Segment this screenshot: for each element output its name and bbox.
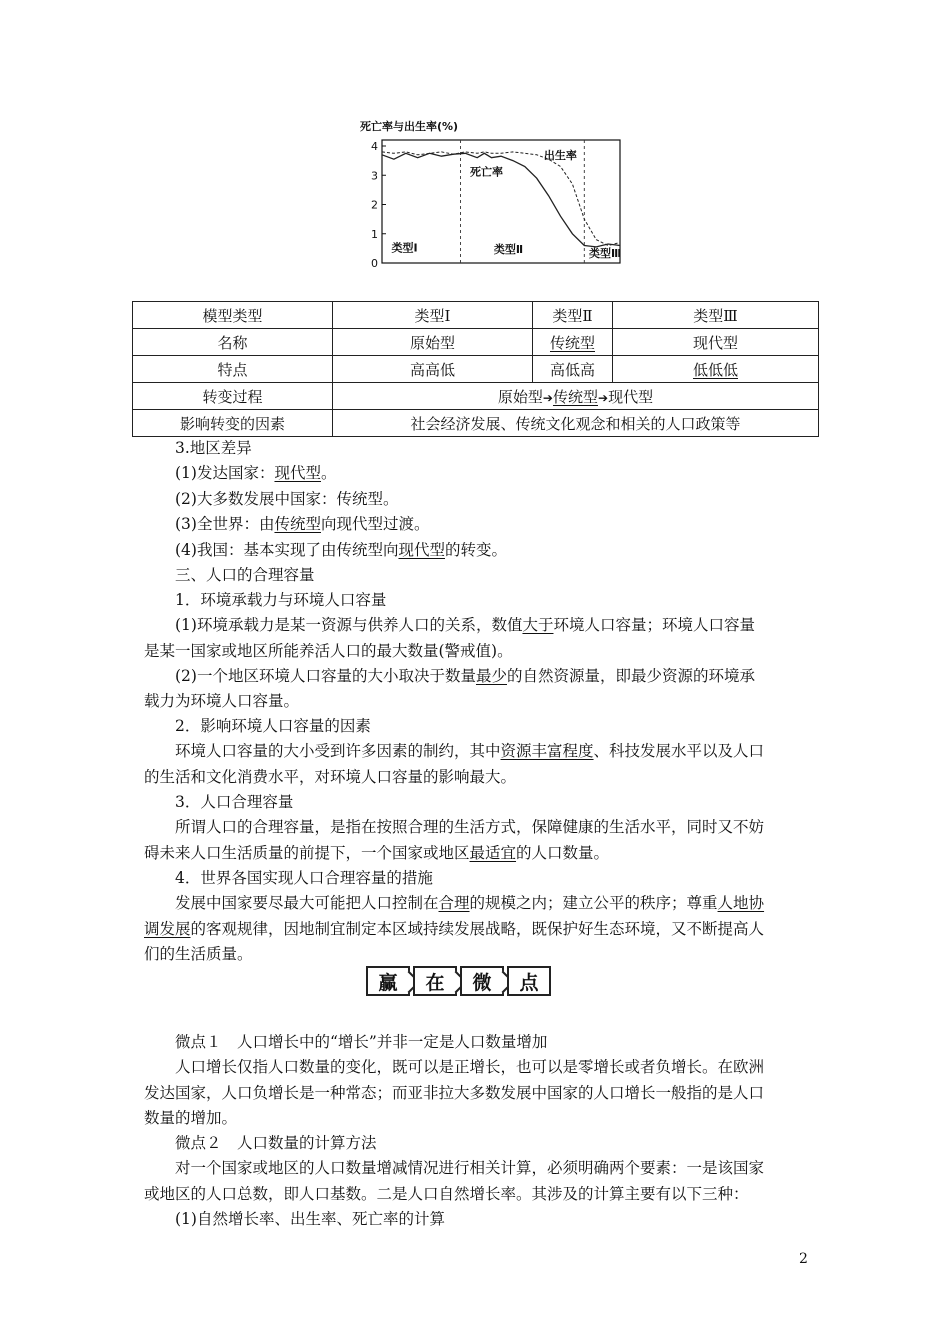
section-banner xyxy=(366,966,554,998)
arrow-right-icon: ➔ xyxy=(598,390,609,405)
paragraph-line: 环境人口容量的大小受到许多因素的制约，其中资源丰富程度、科技发展水平以及人口 xyxy=(175,742,765,760)
banner-chip: 赢 xyxy=(366,966,410,996)
table-cell: 社会经济发展、传统文化观念和相关的人口政策等 xyxy=(333,410,819,437)
arrow-right-icon: ➔ xyxy=(542,390,553,405)
y-tick-label: 4 xyxy=(371,140,378,153)
paragraph-line: 的生活和文化消费水平，对环境人口容量的影响最大。 xyxy=(144,768,517,786)
table-cell: 特点 xyxy=(133,356,333,383)
table-cell: 原始型 xyxy=(333,329,533,356)
y-tick-label: 2 xyxy=(371,198,378,212)
table-cell: 高高低 xyxy=(333,356,533,383)
stage-1-label: 类型Ⅰ xyxy=(391,241,418,255)
y-tick-label: 3 xyxy=(371,169,378,183)
underlined-answer: 传统型 xyxy=(549,333,595,352)
table-row xyxy=(133,302,819,329)
paragraph-line: (4)我国：基本实现了由传统型向现代型的转变。 xyxy=(175,541,507,559)
table-cell xyxy=(533,329,613,356)
transition-stage: 原始型 xyxy=(497,387,543,406)
paragraph-line: (1)环境承载力是某一资源与供养人口的关系，数值大于环境人口容量；环境人口容量 xyxy=(175,616,755,634)
page-number: 2 xyxy=(799,1251,808,1267)
micro-point-title: 微点２ 人口数量的计算方法 xyxy=(175,1134,377,1152)
banner-chip: 微 xyxy=(460,966,504,996)
table-row xyxy=(133,383,819,410)
subheading: 1．环境承载力与环境人口容量 xyxy=(175,591,387,609)
table-cell: 高低高 xyxy=(533,356,613,383)
micro-point-title: 微点１ 人口增长中的“增长”并非一定是人口数量增加 xyxy=(175,1033,548,1051)
paragraph-line: 载力为环境人口容量。 xyxy=(144,692,300,710)
paragraph-line: (2)一个地区环境人口容量的大小取决于数量最少的自然资源量，即最少资源的环境承 xyxy=(175,667,755,685)
paragraph-line: 数量的增加。 xyxy=(144,1109,238,1127)
table-cell: 类型Ⅰ xyxy=(333,302,533,329)
banner-chip: 点 xyxy=(507,966,551,996)
population-model-table xyxy=(132,301,819,437)
birth-rate-label: 出生率 xyxy=(543,149,577,163)
table-cell xyxy=(333,383,819,410)
birth-death-rate-chart xyxy=(358,118,628,268)
paragraph-line: 是某一国家或地区所能养活人口的最大数量(警戒值)。 xyxy=(144,642,513,660)
table-cell: 模型类型 xyxy=(133,302,333,329)
table-cell xyxy=(613,356,819,383)
paragraph-line: 们的生活质量。 xyxy=(144,945,253,963)
paragraph-line: 人口增长仅指人口数量的变化，既可以是正增长，也可以是零增长或者负增长。在欧洲 xyxy=(175,1058,765,1076)
paragraph-line: (1)发达国家：现代型。 xyxy=(175,464,337,482)
paragraph-line: (1)自然增长率、出生率、死亡率的计算 xyxy=(175,1210,445,1228)
table-cell: 类型Ⅲ xyxy=(613,302,819,329)
table-cell: 转变过程 xyxy=(133,383,333,410)
paragraph-line: 发展中国家要尽最大可能把人口控制在合理的规模之内；建立公平的秩序；尊重人地协 xyxy=(175,894,765,912)
paragraph-line: 调发展的客观规律，因地制宜制定本区域持续发展战略，既保护好生态环境，又不断提高人 xyxy=(144,920,765,938)
table-cell: 影响转变的因素 xyxy=(133,410,333,437)
table-cell: 类型Ⅱ xyxy=(533,302,613,329)
subheading: 4．世界各国实现人口合理容量的措施 xyxy=(175,869,433,887)
underlined-answer: 传统型 xyxy=(552,387,598,406)
table-cell: 现代型 xyxy=(613,329,819,356)
table-row xyxy=(133,410,819,437)
paragraph-line: 对一个国家或地区的人口数量增减情况进行相关计算，必须明确两个要素：一是该国家 xyxy=(175,1159,765,1177)
stage-3-label: 类型Ⅲ xyxy=(589,247,622,261)
paragraph-line: 碍未来人口生活质量的前提下，一个国家或地区最适宜的人口数量。 xyxy=(144,844,610,862)
table-row xyxy=(133,329,819,356)
paragraph-line: (3)全世界：由传统型向现代型过渡。 xyxy=(175,515,430,533)
table-cell: 名称 xyxy=(133,329,333,356)
death-rate-label: 死亡率 xyxy=(470,165,504,179)
subheading: 2．影响环境人口容量的因素 xyxy=(175,717,371,735)
y-tick-label: 0 xyxy=(371,257,378,268)
stage-2-label: 类型Ⅱ xyxy=(493,242,524,256)
section-heading: 三、人口的合理容量 xyxy=(175,566,315,584)
paragraph-line: (2)大多数发展中国家：传统型。 xyxy=(175,490,399,508)
paragraph-line: 所谓人口的合理容量，是指在按照合理的生活方式，保障健康的生活水平，同时又不妨 xyxy=(175,818,765,836)
banner-chip: 在 xyxy=(413,966,457,996)
chart-ylabel: 死亡率与出生率(%) xyxy=(360,120,459,133)
transition-stage: 现代型 xyxy=(608,387,654,406)
heading: 3.地区差异 xyxy=(175,439,252,457)
subheading: 3．人口合理容量 xyxy=(175,793,294,811)
underlined-answer: 低低低 xyxy=(692,360,738,379)
y-tick-label: 1 xyxy=(371,227,378,241)
paragraph-line: 发达国家，人口负增长是一种常态；而亚非拉大多数发展中国家的人口增长一般指的是人口 xyxy=(144,1084,765,1102)
table-row xyxy=(133,356,819,383)
paragraph-line: 或地区的人口总数，即人口基数。二是人口自然增长率。其涉及的计算主要有以下三种： xyxy=(144,1185,749,1203)
